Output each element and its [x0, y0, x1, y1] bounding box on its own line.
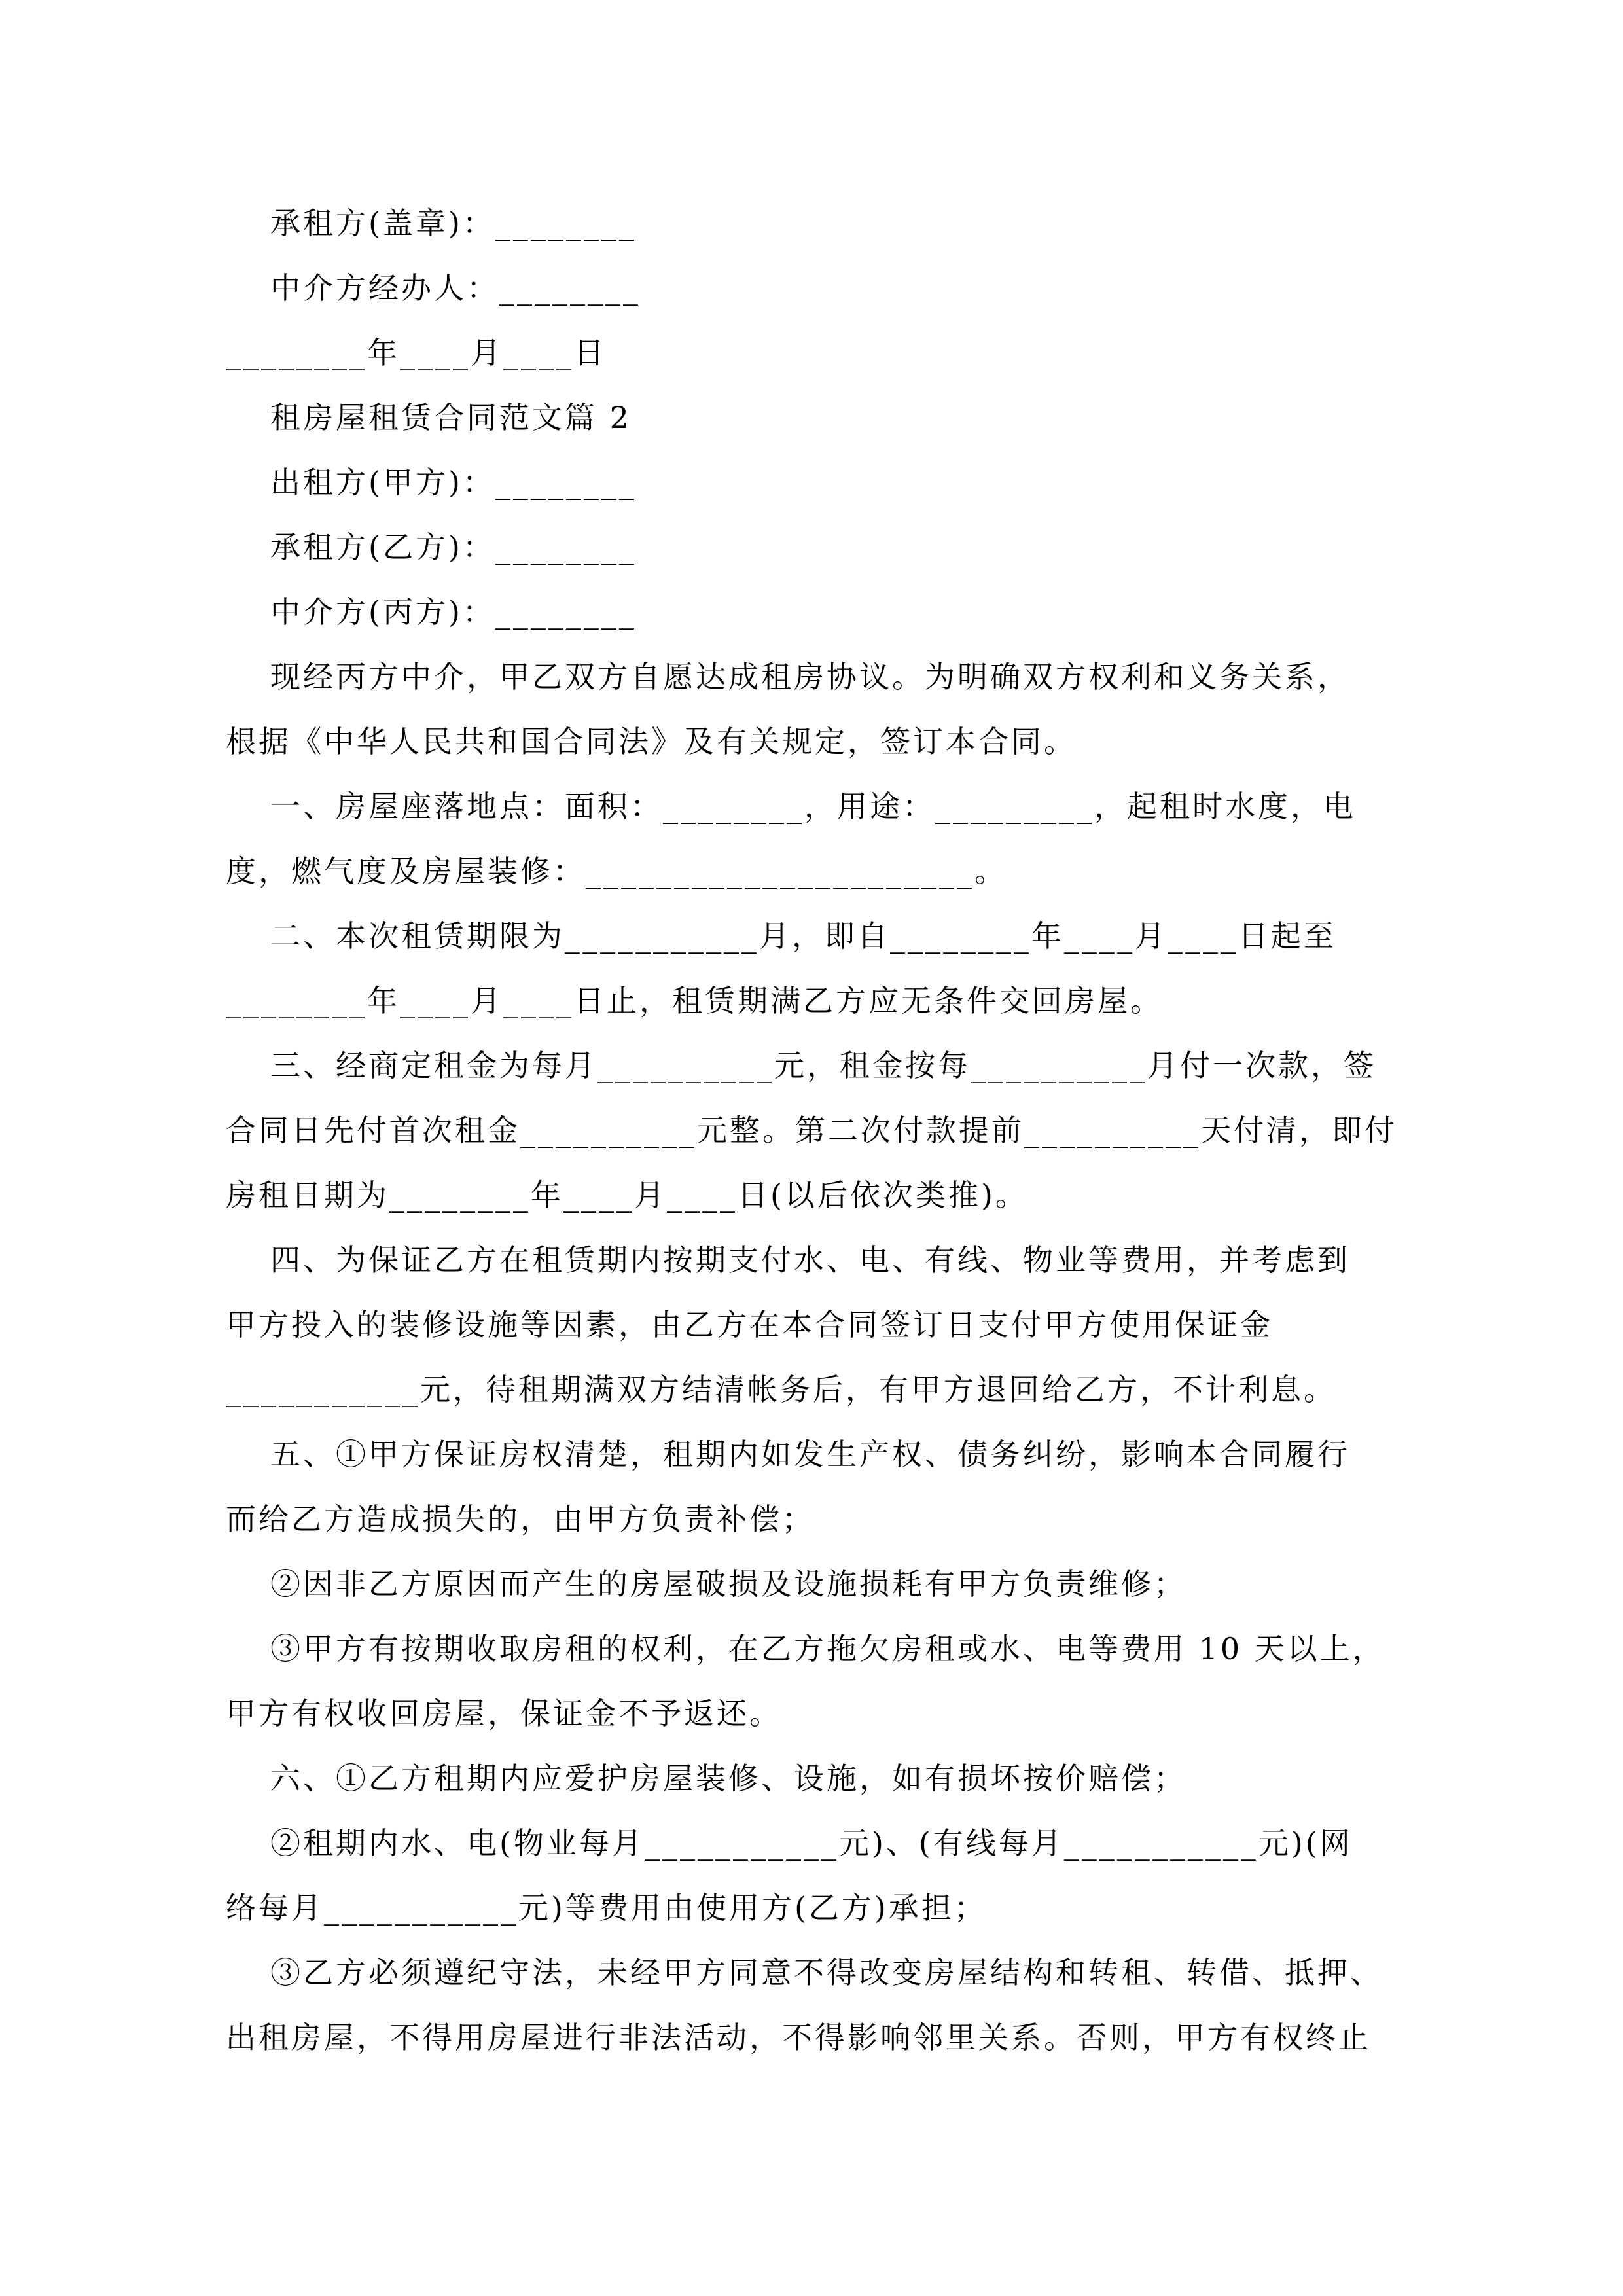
clause-1-line-1: 一、房屋座落地点：面积：________，用途：_________，起租时水度，电 [270, 789, 1356, 824]
clause-5-line-3: ②因非乙方原因而产生的房屋破损及设施损耗有甲方负责维修； [270, 1566, 1186, 1602]
lessee-seal-line: 承租方(盖章)：________ [270, 206, 637, 241]
clause-6-line-2: ②租期内水、电(物业每月___________元)、(有线每月___________元)(网 [270, 1825, 1353, 1861]
preamble-line-2: 根据《中华人民共和国合同法》及有关规定，签订本合同。 [226, 724, 1077, 759]
agent-handler-line: 中介方经办人：________ [270, 270, 641, 306]
lessor-party-a-line: 出租方(甲方)：________ [270, 465, 637, 500]
date-line: ________年____月____日 [226, 335, 607, 370]
clause-1-line-2: 度，燃气度及房屋装修：______________________。 [226, 853, 1007, 889]
clause-6-line-5: 出租房屋，不得用房屋进行非法活动，不得影响邻里关系。否则，甲方有权终止 [226, 2020, 1371, 2055]
section-title: 租房屋租赁合同范文篇 2 [270, 400, 632, 435]
clause-3-line-2: 合同日先付首次租金__________元整。第二次付款提前__________天付清，即付 [226, 1113, 1397, 1148]
clause-5-line-1: 五、①甲方保证房权清楚，租期内如发生产权、债务纠纷，影响本合同履行 [270, 1437, 1350, 1472]
lessee-party-b-line: 承租方(乙方)：________ [270, 529, 637, 565]
clause-5-line-4: ③甲方有按期收取房租的权利，在乙方拖欠房租或水、电等费用 10 天以上， [270, 1631, 1385, 1666]
clause-5-line-2: 而给乙方造成损失的，由甲方负责补偿； [226, 1501, 815, 1537]
contract-body [226, 191, 1404, 2070]
clause-3-line-3: 房租日期为________年____月____日(以后依次类推)。 [226, 1177, 1028, 1213]
preamble-line-1: 现经丙方中介，甲乙双方自愿达成租房协议。为明确双方权利和义务关系， [270, 659, 1350, 694]
agent-party-c-line: 中介方(丙方)：________ [270, 594, 637, 630]
clause-4-line-2: 甲方投入的装修设施等因素，由乙方在本合同签订日支付甲方使用保证金 [226, 1307, 1273, 1342]
clause-3-line-1: 三、经商定租金为每月__________元，租金按每__________月付一次款，签 [270, 1048, 1376, 1083]
clause-2-line-2: ________年____月____日止，租赁期满乙方应无条件交回房屋。 [226, 983, 1163, 1018]
clause-2-line-1: 二、本次租赁期限为___________月，即自________年____月____日起至 [270, 918, 1336, 954]
clause-4-line-1: 四、为保证乙方在租赁期内按期支付水、电、有线、物业等费用，并考虑到 [270, 1242, 1350, 1278]
clause-6-line-1: 六、①乙方租期内应爱护房屋装修、设施，如有损坏按价赔偿； [270, 1761, 1186, 1796]
clause-6-line-3: 络每月___________元)等费用由使用方(乙方)承担； [226, 1890, 987, 1926]
clause-5-line-5: 甲方有权收回房屋，保证金不予返还。 [226, 1696, 782, 1731]
clause-4-line-3: ___________元，待租期满双方结清帐务后，有甲方退回给乙方，不计利息。 [226, 1372, 1336, 1407]
clause-6-line-4: ③乙方必须遵纪守法，未经甲方同意不得改变房屋结构和转租、转借、抵押、 [270, 1955, 1383, 1990]
